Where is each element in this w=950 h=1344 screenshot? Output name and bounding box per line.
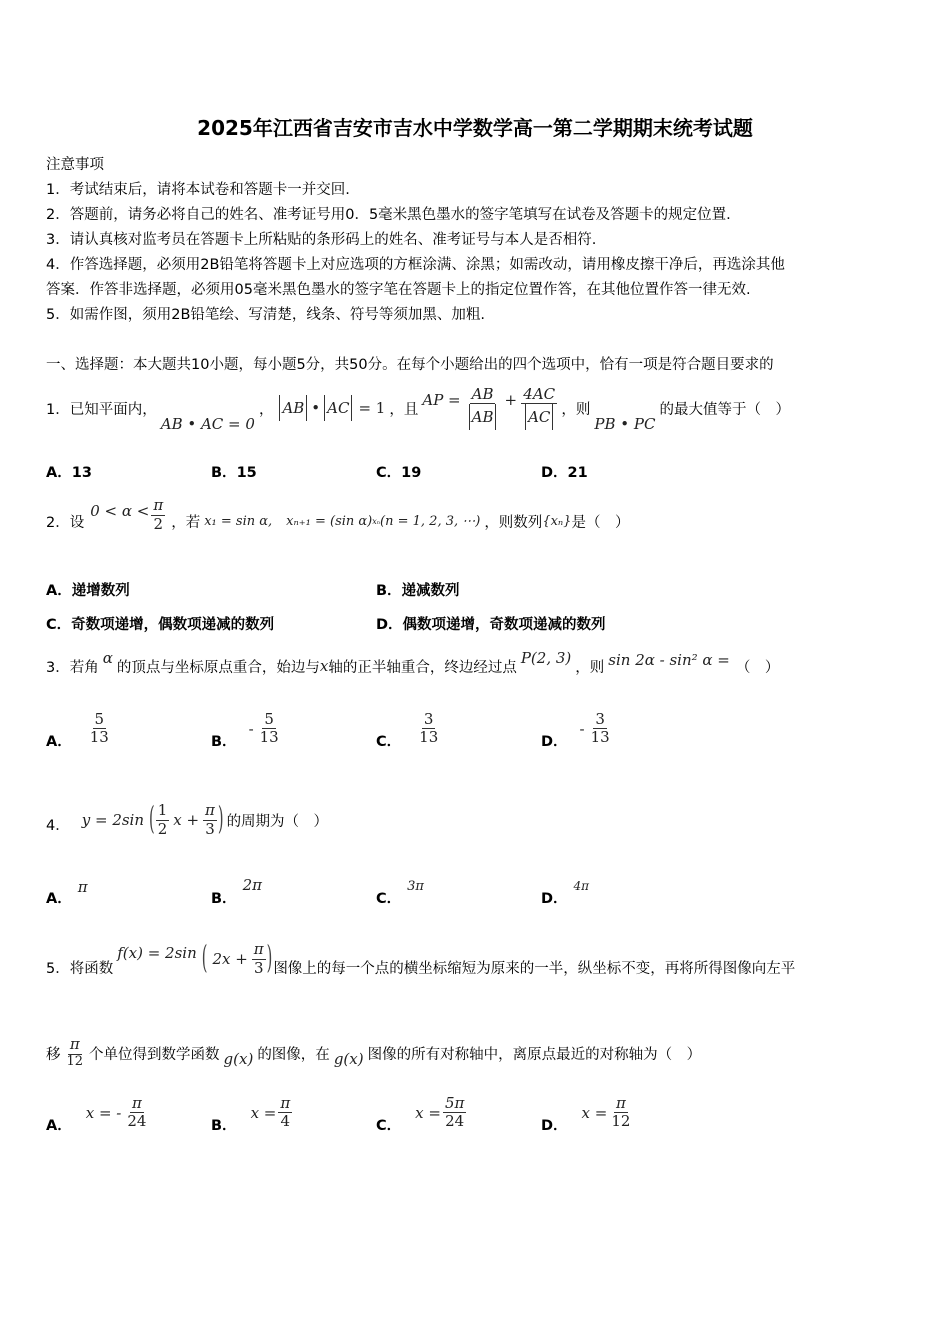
fraction-denominator: 2 bbox=[153, 514, 164, 533]
question-text: （ ） bbox=[735, 659, 780, 676]
option-d: D． x = $\frac{\pi}{12}$ bbox=[541, 1093, 631, 1134]
fraction-numerator: π bbox=[280, 1093, 291, 1112]
question-1 bbox=[46, 378, 790, 438]
fraction-denominator: 12 bbox=[66, 1053, 84, 1069]
math-fraction bbox=[156, 802, 170, 838]
fraction-numerator: 3 bbox=[423, 709, 434, 728]
option-c: C．19 bbox=[376, 465, 422, 481]
question-text: 已知平面内， bbox=[69, 401, 157, 418]
option-b: B．递减数列 bbox=[376, 583, 460, 599]
option-c: C．奇数项递增，偶数项递减的数列 bbox=[46, 617, 275, 633]
option-b: B．2π bbox=[211, 876, 262, 907]
question-text: 的最大值等于（ ） bbox=[659, 401, 790, 418]
question-number: 4． bbox=[46, 817, 70, 834]
math-expression: sin 2α - sin² α = bbox=[608, 651, 730, 669]
option-b: B． - $\frac{5}{13}$ bbox=[211, 709, 279, 750]
fraction-denominator: 24 bbox=[445, 1112, 465, 1130]
fraction-denominator: AC bbox=[528, 407, 551, 426]
question-3 bbox=[46, 646, 779, 686]
fraction-numerator: 5π bbox=[444, 1093, 465, 1112]
notice-item: 4．作答选择题，必须用2B铅笔将答题卡上对应选项的方框涂满、涂黑；如需改动，请用橡皮擦干净后，再选涂其他 bbox=[46, 257, 785, 273]
question-5-cont bbox=[46, 1033, 701, 1073]
fraction-denominator: 13 bbox=[419, 728, 439, 746]
option-a: A． x = - $\frac{\pi}{24}$ bbox=[46, 1093, 147, 1134]
math-operator: + bbox=[504, 391, 518, 409]
question-text: 图像的所有对称轴中，离原点最近的对称轴为（ ） bbox=[367, 1046, 702, 1063]
fraction-numerator: π bbox=[615, 1093, 626, 1112]
math-fraction bbox=[465, 386, 501, 430]
question-text: ，且 bbox=[389, 401, 419, 418]
question-text: 个单位得到数学函数 bbox=[89, 1046, 220, 1063]
option-d: D．偶数项递增，奇数项递减的数列 bbox=[376, 617, 606, 633]
fraction-denominator: 13 bbox=[590, 728, 610, 746]
option-c: C．3π bbox=[376, 879, 424, 907]
option-a: A． $\frac{5}{13}$ bbox=[46, 709, 109, 750]
fraction-denominator: 3 bbox=[253, 958, 264, 977]
page-title: 2025年江西省吉安市吉水中学数学高一第二学期期末统考试题 bbox=[197, 116, 753, 140]
option-d: D．21 bbox=[541, 465, 588, 481]
math-fraction bbox=[65, 1036, 86, 1069]
notice-heading: 注意事项 bbox=[46, 157, 104, 173]
fraction-denominator: 13 bbox=[89, 728, 109, 746]
question-number: 3． bbox=[46, 659, 70, 676]
fraction-numerator: 1 bbox=[157, 801, 168, 820]
question-text: 轴的正半轴重合，终边经过点 bbox=[328, 659, 517, 676]
math-fraction bbox=[252, 941, 266, 977]
math-expression: P(2, 3) bbox=[520, 649, 572, 667]
notice-item: 3．请认真核对监考员在答题卡上所粘贴的条形码上的姓名、准考证号与本人是否相符. bbox=[46, 232, 597, 248]
math-term: AC bbox=[327, 399, 350, 417]
math-term: AB bbox=[282, 399, 305, 417]
option-a: A．π bbox=[46, 878, 88, 907]
fraction-numerator: π bbox=[131, 1093, 142, 1112]
math-fraction bbox=[151, 497, 165, 533]
math-expression: AB • AC = 0 bbox=[160, 415, 255, 433]
math-expression: f(x) = 2sin bbox=[117, 944, 197, 962]
math-fraction bbox=[521, 386, 557, 430]
math-expression: xₙ₊₁ = (sin α) bbox=[286, 513, 373, 529]
fraction-denominator: 4 bbox=[280, 1112, 291, 1130]
option-c: C． x = $\frac{5\pi}{24}$ bbox=[376, 1093, 465, 1134]
question-text: 若角 bbox=[69, 659, 99, 676]
math-expression: g(x) bbox=[333, 1050, 364, 1068]
math-expression bbox=[277, 395, 385, 421]
question-text: ，则 bbox=[575, 659, 605, 676]
question-text: 是（ ） bbox=[571, 514, 630, 531]
option-a: A．递增数列 bbox=[46, 583, 130, 599]
question-number: 1． bbox=[46, 401, 70, 418]
fraction-denominator: 12 bbox=[611, 1112, 631, 1130]
question-text: 的周期为（ ） bbox=[226, 813, 329, 830]
fraction-numerator: 5 bbox=[264, 709, 274, 728]
question-5: 5． 将函数 f(x) = 2sin ( 2x + $\frac{\pi}{3}$ ) 图像上的每一个点的横坐标缩短为原来的一半，纵坐标不变，再将所得图像向左平 bbox=[46, 940, 796, 977]
math-expression: g(x) bbox=[223, 1050, 254, 1068]
option-d: D． - $\frac{3}{13}$ bbox=[541, 709, 610, 750]
math-fraction bbox=[203, 802, 217, 838]
question-number: 5． bbox=[46, 960, 70, 977]
question-text: 图像上的每一个点的横坐标缩短为原来的一半，纵坐标不变，再将所得图像向左平 bbox=[273, 960, 796, 977]
math-expression: AP = bbox=[422, 391, 461, 409]
question-2 bbox=[46, 496, 629, 546]
math-operator: • bbox=[311, 399, 321, 417]
fraction-numerator: 3 bbox=[595, 709, 605, 728]
question-text: ，则 bbox=[561, 401, 591, 418]
fraction-numerator: 5 bbox=[94, 709, 105, 728]
math-expression: x + bbox=[173, 811, 200, 829]
notice-item: 2．答题前，请务必将自己的姓名、准考证号用0．5毫米黑色墨水的签字笔填写在试卷及答题卡的规定位置. bbox=[46, 207, 731, 223]
fraction-numerator: 4AC bbox=[523, 384, 556, 403]
fraction-denominator: AB bbox=[471, 407, 494, 426]
question-text: ，若 bbox=[171, 514, 201, 531]
option-d: D．4π bbox=[541, 879, 590, 907]
fraction-denominator: 24 bbox=[127, 1112, 147, 1130]
fraction-numerator: π bbox=[69, 1035, 80, 1054]
fraction-numerator: AB bbox=[471, 384, 494, 403]
fraction-denominator: 13 bbox=[259, 728, 279, 746]
option-b: B． x = $\frac{\pi}{4}$ bbox=[211, 1093, 291, 1134]
math-superscript: xₙ bbox=[372, 516, 381, 526]
notice-item: 答案．作答非选择题，必须用05毫米黑色墨水的签字笔在答题卡上的指定位置作答，在其他位置作答一律无效. bbox=[46, 282, 751, 298]
question-text: 的顶点与坐标原点重合，始边与 bbox=[116, 659, 320, 676]
option-a: A．13 bbox=[46, 465, 92, 481]
math-expression: y = 2sin bbox=[81, 811, 145, 829]
question-text: 的图像，在 bbox=[257, 1046, 330, 1063]
question-text: ，则数列 bbox=[484, 514, 543, 531]
option-c: C． $\frac{3}{13}$ bbox=[376, 709, 439, 750]
fraction-numerator: π bbox=[205, 801, 215, 820]
question-4: 4． y = 2sin ( $\frac{1}{2}$ x + $\frac{\pi}{3}$ ) 的周期为（ ） bbox=[46, 801, 329, 838]
fraction-denominator: 2 bbox=[157, 819, 168, 838]
question-text: 将函数 bbox=[69, 960, 114, 977]
math-expression: (n = 1, 2, 3, ⋯) bbox=[380, 513, 481, 529]
math-expression: {xₙ} bbox=[542, 513, 572, 529]
math-expression: PB • PC bbox=[594, 415, 656, 433]
math-expression: x bbox=[319, 657, 329, 675]
question-text: ， bbox=[258, 401, 274, 418]
question-text: 设 bbox=[69, 514, 85, 531]
notice-item: 1．考试结束后，请将本试卷和答题卡一并交回. bbox=[46, 182, 350, 198]
question-number: 2． bbox=[46, 514, 70, 531]
section-heading: 一、选择题：本大题共10小题，每小题5分，共50分。在每个小题给出的四个选项中，恰有一项是符合题目要求的 bbox=[46, 357, 774, 373]
math-expression: 0 < α < bbox=[90, 502, 150, 520]
notice-item: 5．如需作图，须用2B铅笔绘、写清楚，线条、符号等须加黑、加粗. bbox=[46, 307, 486, 323]
option-b: B．15 bbox=[211, 465, 257, 481]
fraction-denominator: 3 bbox=[205, 819, 215, 838]
math-expression: 2x + bbox=[212, 950, 248, 968]
fraction-numerator: π bbox=[153, 496, 164, 515]
fraction-numerator: π bbox=[253, 940, 264, 959]
math-expression: α bbox=[102, 649, 113, 667]
math-expression: x₁ = sin α, bbox=[204, 513, 273, 529]
math-term: = 1 bbox=[358, 399, 386, 417]
question-text: 移 bbox=[46, 1046, 61, 1063]
